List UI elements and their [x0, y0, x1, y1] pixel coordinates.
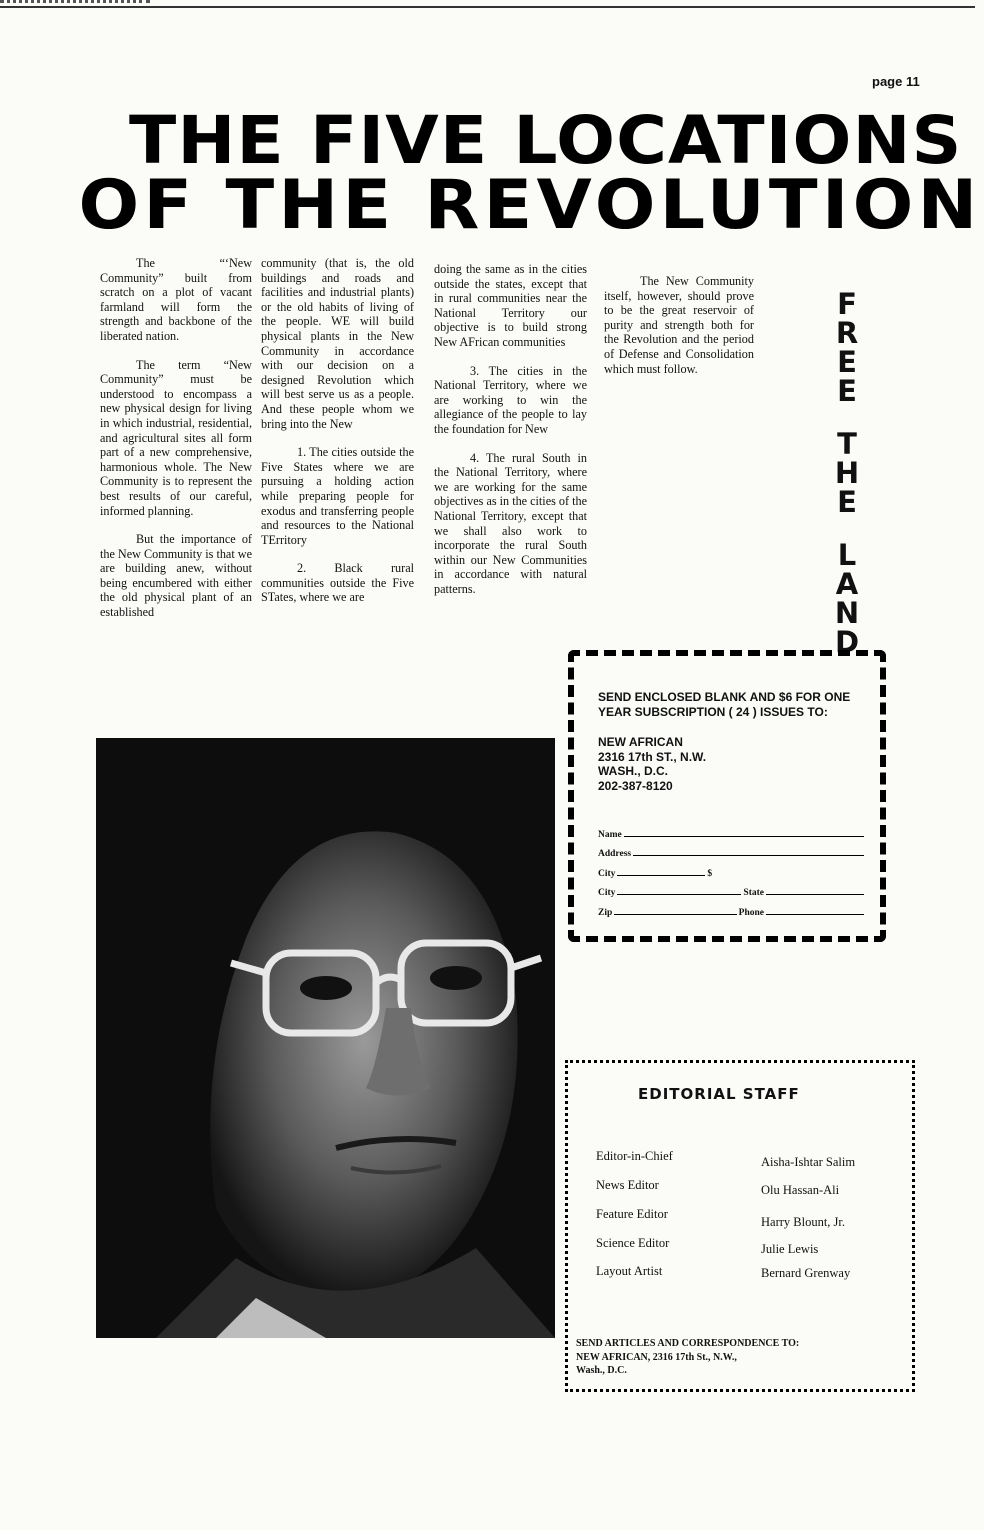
- address-line: 202-387-8120: [598, 778, 673, 793]
- city-state-field[interactable]: [598, 879, 866, 899]
- paragraph: But the importance of the New Community is that we are building anew, without being encumbered with either the old physical plant of an established: [100, 532, 252, 620]
- staff-title: EDITORIAL STAFF: [638, 1085, 800, 1103]
- vertical-letter: H: [834, 456, 860, 490]
- article-column-3: [434, 262, 587, 610]
- article-column-4: [604, 274, 754, 390]
- field-label: Address: [598, 849, 632, 859]
- field-line[interactable]: [617, 875, 705, 876]
- address-line: 2316 17th ST., N.W.: [598, 749, 707, 764]
- vertical-letter: R: [835, 316, 859, 350]
- field-line[interactable]: [766, 894, 864, 895]
- footer-line: Wash., D.C.: [576, 1365, 627, 1376]
- staff-name: Aisha-Ishtar Salim: [761, 1155, 856, 1169]
- field-label: State: [743, 888, 764, 898]
- article-column-2: [261, 256, 414, 619]
- paragraph: 1. The cities outside the Five States where we are pursuing a holding action while preparing people for exodus and transferring people and resources to the National TErritory: [261, 445, 414, 547]
- portrait-illustration: [96, 738, 555, 1338]
- vertical-letter: E: [837, 485, 857, 519]
- paragraph: The New Community itself, however, should prove to be the great reservoir of purity and strength both for the Revolution and the period of Defense and Consolidation which must follow.: [604, 274, 754, 376]
- vertical-letter: D: [834, 625, 860, 659]
- field-label: City: [598, 868, 616, 879]
- vertical-letter: T: [837, 427, 857, 461]
- staff-role: News Editor: [596, 1178, 659, 1192]
- subscription-box: [568, 650, 886, 942]
- staff-name: Olu Hassan-Ali: [761, 1183, 840, 1197]
- address-line: WASH., D.C.: [598, 764, 669, 778]
- zip-phone-field[interactable]: [598, 898, 866, 918]
- paragraph: The “‘New Community” built from scratch on a plot of vacant farmland will form the strength and backbone of the liberated nation.: [100, 256, 252, 343]
- footer-line: SEND ARTICLES AND CORRESPONDENCE TO:: [576, 1338, 800, 1349]
- vertical-letter: L: [837, 538, 857, 572]
- address-field[interactable]: [598, 840, 866, 860]
- field-line[interactable]: [617, 894, 741, 895]
- paragraph: 3. The cities in the National Territory, where we are working to win the allegiance of the people to lay the foundation for New: [434, 363, 587, 436]
- vertical-letter: A: [835, 567, 859, 601]
- top-dotted-rule: [0, 0, 150, 3]
- headline: [78, 102, 982, 245]
- paragraph: community (that is, the old buildings and roads and facilities and industrial plants) or the old habits of living of the people. WE will build physical plants in the New Community in accordance with our decision on a designed Revolution which will best serve us as a people. And these people whom we bring into the New: [261, 256, 414, 431]
- staff-name: Bernard Grenway: [761, 1266, 851, 1280]
- subscription-heading: SEND ENCLOSED BLANK AND $6 FOR ONE YEAR SUBSCRIPTION ( 24 ) ISSUES TO:: [598, 690, 851, 719]
- staff-name: Julie Lewis: [761, 1242, 819, 1256]
- city-amount-field[interactable]: [598, 859, 866, 879]
- footer-line: NEW AFRICAN, 2316 17th St., N.W.,: [576, 1351, 737, 1363]
- top-rule: [0, 6, 975, 8]
- staff-role: Feature Editor: [596, 1207, 668, 1221]
- field-line[interactable]: [624, 836, 864, 837]
- article-column-1: [100, 256, 252, 634]
- paragraph: The term “New Community” must be understood to encompass a new physical design for living in which industrial, residential, and agricultural sites all form part of a new comprehensive, harmonious whole. The New Community is to represent the best results of our careful, informed planning.: [100, 357, 252, 518]
- dollar-sign: $: [707, 868, 713, 879]
- page-number: page 11: [872, 74, 920, 89]
- headline-line-1: THE FIVE LOCATIONS: [129, 102, 963, 179]
- vertical-letter: N: [834, 596, 860, 630]
- field-label: Name: [598, 829, 622, 840]
- field-line[interactable]: [614, 914, 736, 915]
- field-line[interactable]: [766, 914, 864, 915]
- subscription-form: [598, 820, 866, 918]
- field-label: Zip: [598, 907, 613, 918]
- paragraph: doing the same as in the cities outside the states, except that in rural communities near the National Territory our objective is to build strong New AFrican communities: [434, 262, 587, 349]
- vertical-letter: E: [837, 374, 857, 408]
- name-field[interactable]: [598, 820, 866, 840]
- subscription-address: [598, 735, 868, 793]
- subscription-text: [598, 690, 868, 793]
- field-line[interactable]: [633, 855, 864, 856]
- free-the-land-vertical: [820, 287, 874, 659]
- field-label: City: [598, 888, 616, 898]
- vertical-letter: E: [837, 345, 857, 379]
- paragraph: 4. The rural South in the National Territory, where we are working for the same objectives as in the cities of the National Territory, except that we shall also work to incorporate the rural South within our New Communities in accordance with natural patterns.: [434, 450, 587, 596]
- field-label: Phone: [738, 907, 764, 918]
- vertical-letter: F: [837, 287, 857, 321]
- address-line: NEW AFRICAN: [598, 735, 683, 749]
- paragraph: 2. Black rural communities outside the Five STates, where we are: [261, 561, 414, 605]
- staff-footer: [576, 1337, 799, 1378]
- staff-name: Harry Blount, Jr.: [761, 1215, 846, 1229]
- staff-role: Science Editor: [596, 1236, 670, 1250]
- headline-line-2: OF THE REVOLUTION: [78, 166, 982, 245]
- staff-role: Layout Artist: [596, 1264, 663, 1278]
- editorial-staff-box: [565, 1060, 915, 1392]
- staff-role: Editor-in-Chief: [596, 1149, 673, 1163]
- portrait-photo: [96, 738, 555, 1338]
